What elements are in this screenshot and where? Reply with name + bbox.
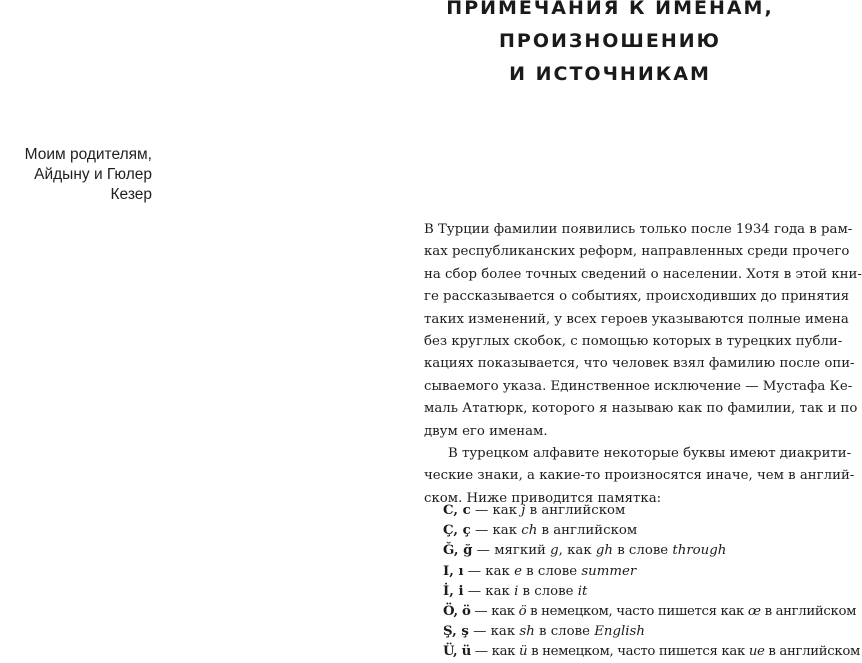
list-item: C, c — как j в английском	[443, 503, 626, 518]
dedication	[0, 145, 152, 205]
text-line: на сбор более точных сведений о населении. Хотя в этой кни-	[424, 266, 862, 282]
text-line: двум его именам.	[424, 423, 548, 439]
list-item: Ö, ö — как ö в немецком, часто пишется как œ в английском	[443, 604, 857, 620]
text-line: В Турции фамилии появились только после 1934 года в рам-	[424, 222, 853, 237]
chapter-heading	[440, 0, 780, 91]
list-item: I, ı — как e в слове summer	[443, 563, 637, 579]
paragraph-1	[424, 219, 862, 443]
body-text	[424, 219, 862, 510]
text-line: маль Ататюрк, которого я называю как по фамилии, так и по	[424, 401, 858, 417]
heading-line: ПРОИЗНОШЕНИЮ	[499, 30, 721, 52]
dedication-line: Моим родителям,	[24, 146, 152, 163]
text-line: ческие знаки, а какие-то произносятся иначе, чем в англий-	[424, 468, 855, 484]
list-item: Ü, ü — как ü в немецком, часто пишется как ue в английском	[443, 644, 860, 660]
text-line: кациях показывается, что человек взял фамилию после опи-	[424, 356, 855, 372]
text-line: без круглых скобок, с помощью которых в турецких публи-	[424, 334, 843, 350]
text-line: ках республиканских реформ, направленных среди прочего	[424, 244, 850, 260]
list-item: Ç, ç — как ch в английском	[443, 523, 638, 539]
list-item: Ş, ş — как sh в слове English	[443, 624, 645, 640]
text-line: таких изменений, у всех героев указываются полные имена	[424, 311, 849, 327]
text-line: сываемого указа. Единственное исключение — Мустафа Ке-	[424, 378, 853, 394]
text-line: В турецком алфавите некоторые буквы имеют диакрити-	[448, 446, 852, 462]
text-line: ге рассказывается о событиях, происходивших до принятия	[424, 289, 850, 305]
heading-line: И ИСТОЧНИКАМ	[509, 63, 711, 85]
list-item: Ğ, ğ — мягкий g, как gh в слове through	[443, 543, 727, 559]
dedication-line: Айдыну и Гюлер Кезер	[34, 166, 152, 203]
pronunciation-list	[443, 501, 860, 663]
list-item: İ, i — как i в слове it	[443, 583, 588, 599]
heading-line: ПРИМЕЧАНИЯ К ИМЕНАМ,	[446, 0, 774, 19]
text-line: ском. Ниже приводится памятка:	[424, 490, 662, 506]
